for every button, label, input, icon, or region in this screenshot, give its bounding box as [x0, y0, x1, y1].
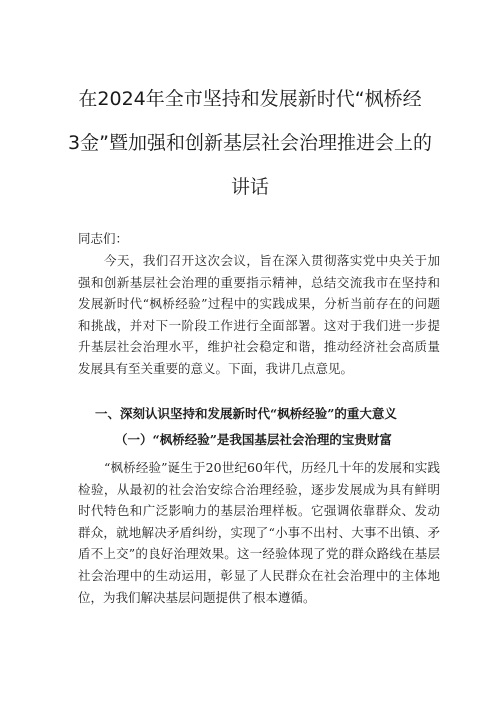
document-title-line-1: 在2024年全市坚持和发展新时代“枫桥经	[78, 88, 422, 110]
paragraph-intro: 今天，我们召开这次会议，旨在深入贯彻落实党中央关于加强和创新基层社会治理的重要指示精神，总结交流我市在坚持和发展新时代“枫桥经验”过程中的实践成果，分析当前存在的问题和挑战，并对下一阶段工作进行全面部署。这对于我们进一步提升基层社会治理水平，维护社会稳定和谐，推动经济社会高质量发展具有至关重要的意义。下面，我讲几点意见。	[78, 253, 440, 376]
paragraph-fengqiao: “枫桥经验”诞生于20世纪60年代，历经几十年的发展和实践检验，从最初的社会治安综合治理经验，逐步发展成为具有鲜明时代特色和广泛影响力的基层治理样板。它强调依靠群众、发动群众，就地解决矛盾纠纷，实现了“小事不出村、大事不出镇、矛盾不上交”的良好治理效果。这一经验体现了党的群众路线在基层社会治理中的生动运用，彰显了人民群众在社会治理中的主体地位，为我们解决基层问题提供了根本遵循。	[78, 460, 440, 605]
subsection-heading-1: （一）“枫桥经验”是我国基层社会治理的宝贵财富	[115, 432, 392, 447]
document-title-line-2: 3金”暨加强和创新基层社会治理推进会上的	[68, 132, 432, 154]
greeting: 同志们：	[78, 231, 129, 246]
document-title-line-3: 讲话	[230, 176, 269, 198]
section-heading-1: 一、深刻认识坚持和发展新时代“枫桥经验”的重大意义	[95, 406, 397, 421]
